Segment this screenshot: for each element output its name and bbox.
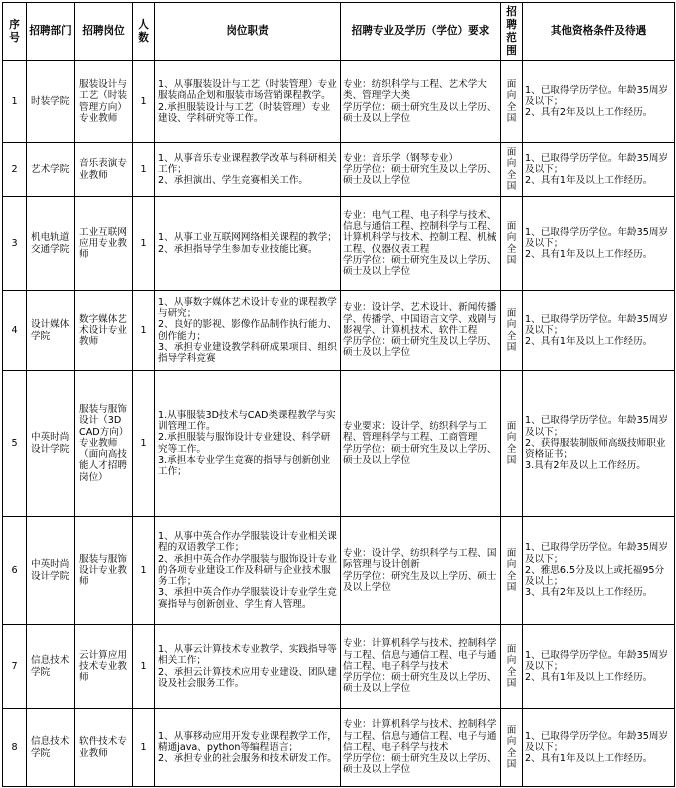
row-other: 1、已取得学历学位。年龄35周岁及以下； 2、具有1年及以上工作经历。 bbox=[523, 197, 675, 291]
table-row bbox=[3, 291, 675, 371]
row-major: 专业：计算机科学与技术、控制科学与工程、信息与通信工程、电子与通信工程、电子科学与技术 学历学位：硕士研究生及以上学历、硕士及以上学位 bbox=[341, 709, 501, 787]
row-scope: 面向全国 bbox=[501, 371, 523, 517]
row-dept: 时装学院 bbox=[27, 61, 75, 143]
row-major: 专业：音乐学（钢琴专业） 学历学位：硕士研究生及以上学历、硕士及以上学位 bbox=[341, 143, 501, 197]
row-other: 1、已取得学历学位。年龄35周岁及以下； 2、具有1年及以上工作经历。 bbox=[523, 709, 675, 787]
row-scope: 面向全国 bbox=[501, 143, 523, 197]
row-count: 1 bbox=[133, 143, 155, 197]
row-duty: 1、从事移动应用开发专业课程教学工作，精通java、python等编程语言； 2、承担专业的社会服务和技术研发工作。 bbox=[155, 709, 341, 787]
row-scope: 面向全国 bbox=[501, 197, 523, 291]
row-position: 软件技术专业教师 bbox=[75, 709, 133, 787]
row-scope: 面向全国 bbox=[501, 625, 523, 709]
row-major: 专业：纺织科学与工程、艺术学大类、管理学大类 学历学位：硕士研究生及以上学历、硕士及以上学位 bbox=[341, 61, 501, 143]
row-other: 1、已取得学历学位。年龄35周岁及以下； 2、雅思6.5分及以上或托福95分及以上； 3、具有2年及以上工作经历。 bbox=[523, 517, 675, 625]
row-other: 1、已取得学历学位。年龄35周岁及以下； 2、具有1年及以上工作经历。 bbox=[523, 625, 675, 709]
row-other: 1、已取得学历学位。年龄35周岁及以下； 2、获得服装制版师高级技师职业资格证书； 3.具有2年及以上工作经历。 bbox=[523, 371, 675, 517]
table-row bbox=[3, 625, 675, 709]
table-row bbox=[3, 709, 675, 787]
table-row bbox=[3, 371, 675, 517]
row-count: 1 bbox=[133, 517, 155, 625]
row-count: 1 bbox=[133, 709, 155, 787]
row-no: 6 bbox=[3, 517, 27, 625]
header-count: 人数 bbox=[133, 3, 155, 61]
row-count: 1 bbox=[133, 291, 155, 371]
row-scope: 面向全国 bbox=[501, 709, 523, 787]
row-no: 7 bbox=[3, 625, 27, 709]
row-duty: 1、从事服装设计与工艺（时装管理）专业服装商品企划和服装市场营销课程教学。 2.承担服装设计与工艺（时装管理）专业建设、学科研究等工作。 bbox=[155, 61, 341, 143]
row-dept: 中英时尚设计学院 bbox=[27, 517, 75, 625]
row-dept: 设计媒体学院 bbox=[27, 291, 75, 371]
row-count: 1 bbox=[133, 371, 155, 517]
row-dept: 信息技术学院 bbox=[27, 625, 75, 709]
row-other: 1、已取得学历学位。年龄35周岁及以下； 2、具有2年及以上工作经历。 bbox=[523, 61, 675, 143]
table-row bbox=[3, 517, 675, 625]
row-no: 2 bbox=[3, 143, 27, 197]
row-major: 专业：电气工程、电子科学与技术、信息与通信工程、控制科学与工程、计算机科学与技术、控制工程、机械工程、仪器仪表工程 学历学位：硕士研究生及以上学历、硕士及以上学位 bbox=[341, 197, 501, 291]
header-duty: 岗位职责 bbox=[155, 3, 341, 61]
recruitment-table bbox=[2, 2, 675, 787]
header-position: 招聘岗位 bbox=[75, 3, 133, 61]
row-duty: 1、从事中英合作办学服装设计专业相关课程的双语教学工作； 2、承担中英合作办学服装与服饰设计专业的各项专业建设工作及科研与企业技术服务工作； 3、承担中英合作办学服装设计专业学生竞赛指导与创新创业、学生育人管理。 bbox=[155, 517, 341, 625]
row-major: 专业：设计学、艺术设计、新闻传播学、传播学、中国语言文学、戏剧与影视学、计算机技术、软件工程 学历学位：硕士研究生及以上学历、硕士及以上学位 bbox=[341, 291, 501, 371]
row-position: 服装与服饰设计（3D CAD方向）专业教师（面向高技能人才招聘岗位） bbox=[75, 371, 133, 517]
row-count: 1 bbox=[133, 625, 155, 709]
header-dept: 招聘部门 bbox=[27, 3, 75, 61]
table-row bbox=[3, 61, 675, 143]
header-row bbox=[3, 3, 675, 61]
row-scope: 面向全国 bbox=[501, 61, 523, 143]
table-row bbox=[3, 197, 675, 291]
row-major: 专业：计算机科学与技术、控制科学与工程、信息与通信工程、电子与通信工程、电子科学与技术 学历学位：硕士研究生及以上学历、硕士及以上学位 bbox=[341, 625, 501, 709]
row-major: 专业要求：设计学、纺织科学与工程、管理科学与工程、工商管理 学历学位：硕士研究生及以上学历、硕士及以上学位 bbox=[341, 371, 501, 517]
row-dept: 中英时尚设计学院 bbox=[27, 371, 75, 517]
row-dept: 信息技术学院 bbox=[27, 709, 75, 787]
row-no: 5 bbox=[3, 371, 27, 517]
header-no: 序号 bbox=[3, 3, 27, 61]
row-count: 1 bbox=[133, 197, 155, 291]
row-duty: 1.从事服装3D技术与CAD类课程教学与实训管理工作。 2.承担服装与服饰设计专业建设、科学研究等工作。 3.承担本专业学生竞赛的指导与创新创业工作； bbox=[155, 371, 341, 517]
row-duty: 1、从事云计算技术专业教学、实践指导等相关工作； 2、承担云计算技术应用专业建设、团队建设及社会服务工作。 bbox=[155, 625, 341, 709]
row-scope: 面向全国 bbox=[501, 291, 523, 371]
row-other: 1、已取得学历学位。年龄35周岁及以下； 2、具有1年及以上工作经历。 bbox=[523, 291, 675, 371]
row-position: 数字媒体艺术设计专业教师 bbox=[75, 291, 133, 371]
header-major: 招聘专业及学历（学位）要求 bbox=[341, 3, 501, 61]
row-dept: 机电轨道交通学院 bbox=[27, 197, 75, 291]
row-duty: 1、从事音乐专业课程教学改革与科研相关工作； 2、承担演出、学生竞赛相关工作。 bbox=[155, 143, 341, 197]
row-no: 8 bbox=[3, 709, 27, 787]
row-no: 1 bbox=[3, 61, 27, 143]
row-position: 工业互联网应用专业教师 bbox=[75, 197, 133, 291]
row-duty: 1、从事工业互联网网络相关课程的教学； 2、承担指导学生参加专业技能比赛。 bbox=[155, 197, 341, 291]
header-other: 其他资格条件及待遇 bbox=[523, 3, 675, 61]
row-no: 4 bbox=[3, 291, 27, 371]
row-count: 1 bbox=[133, 61, 155, 143]
table-row bbox=[3, 143, 675, 197]
row-position: 服装与服饰设计专业教师 bbox=[75, 517, 133, 625]
row-scope: 面向全国 bbox=[501, 517, 523, 625]
row-major: 专业：设计学、纺织科学与工程、国际管理与设计创新 学历学位：研究生及以上学历、硕士及以上学位 bbox=[341, 517, 501, 625]
row-duty: 1、从事数字媒体艺术设计专业的课程教学与研究； 2、良好的影视、影像作品制作执行能力、创作能力； 3、承担专业建设教学科研成果项目、组织指导学科竞赛 bbox=[155, 291, 341, 371]
row-no: 3 bbox=[3, 197, 27, 291]
row-dept: 艺术学院 bbox=[27, 143, 75, 197]
row-position: 音乐表演专业教师 bbox=[75, 143, 133, 197]
row-other: 1、已取得学历学位。年龄35周岁及以下； 2、具有1年及以上工作经历。 bbox=[523, 143, 675, 197]
row-position: 云计算应用技术专业教师 bbox=[75, 625, 133, 709]
row-position: 服装设计与工艺（时装管理方向）专业教师 bbox=[75, 61, 133, 143]
header-scope: 招聘范围 bbox=[501, 3, 523, 61]
